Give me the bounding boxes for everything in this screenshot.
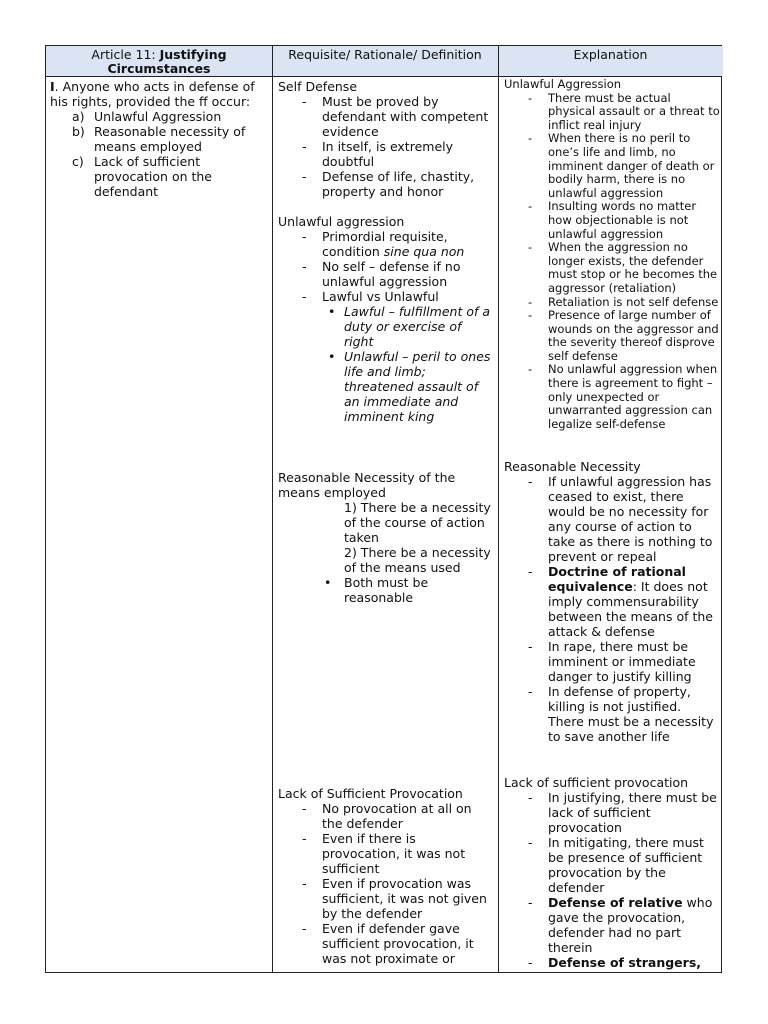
self-defense-section <box>278 79 492 199</box>
list-item <box>548 955 720 970</box>
article-cell <box>50 79 268 199</box>
list-item: - When there is no peril to one’s life and limb, no imminent danger of death or bodily harm, there is no unlawful aggression <box>548 132 720 200</box>
article-number: I <box>50 79 55 94</box>
section-title: Lack of Sufficient Provocation <box>278 786 463 801</box>
section-title: Unlawful Aggression <box>504 77 622 91</box>
list-marker: a) <box>72 109 85 124</box>
column-divider <box>272 46 273 972</box>
article-intro-text: . Anyone who acts in defense of his rights, provided the ff occur: <box>50 79 255 109</box>
explanation-reasonable-necessity <box>504 459 720 744</box>
list-item: - In defense of property, killing is not justified. There must be a necessity to save another life <box>548 684 720 744</box>
necessity-line: 2) There be a necessity of the means used <box>344 545 491 575</box>
list-item: - Insulting words no matter how objectionable is not unlawful aggression <box>548 200 720 241</box>
self-defense-list <box>278 94 492 199</box>
lawful-unlawful-sublist <box>322 304 492 424</box>
list-item <box>72 109 268 124</box>
header-article-bold: Justifying Circumstances <box>107 47 227 76</box>
list-item: - Even if there is provocation, it was not sufficient <box>322 831 492 876</box>
header-explanation: Explanation <box>498 46 723 76</box>
list-item-text: Lawful vs Unlawful <box>322 289 439 304</box>
list-item: - Retaliation is not self defense <box>548 296 720 310</box>
list-item <box>548 895 720 955</box>
lack-provocation-section <box>278 786 492 966</box>
necessity-line: 1) There be a necessity of the course of action taken <box>344 500 491 545</box>
list-item: - No provocation at all on the defender <box>322 801 492 831</box>
requisite-list <box>50 109 268 199</box>
sub-list-item: • Lawful – fulfillment of a duty or exercise of right <box>344 304 492 349</box>
list-item-bold: Defense of strangers, <box>548 955 702 970</box>
list-marker: c) <box>72 154 84 169</box>
list-item <box>548 564 720 639</box>
list-item <box>72 154 268 199</box>
list-item-italic: sine qua non <box>383 244 465 259</box>
necessity-bullet-list <box>278 575 492 605</box>
list-item: - In justifying, there must be lack of sufficient provocation <box>548 790 720 835</box>
list-item <box>72 124 268 154</box>
section-title: Reasonable Necessity of the means employed <box>278 470 456 500</box>
section-title: Reasonable Necessity <box>504 459 641 474</box>
unlawful-aggression-list <box>278 229 492 424</box>
header-requisite: Requisite/ Rationale/ Definition <box>272 46 498 76</box>
section-title: Self Defense <box>278 79 358 94</box>
document-page <box>45 45 722 973</box>
list-item: - Presence of large number of wounds on the aggressor and the severity thereof disprove self defense <box>548 309 720 363</box>
article-intro <box>50 79 268 109</box>
list-item-text: : It does not imply commensurability between the means of the attack & defense <box>548 579 713 639</box>
list-item: - No self – defense if no unlawful aggression <box>322 259 492 289</box>
explanation-list <box>504 474 720 744</box>
list-item-bold: Doctrine of rational equivalence <box>548 564 686 594</box>
list-item-text: who gave the provocation, defender had no part therein <box>548 895 713 955</box>
section-title: Unlawful aggression <box>278 214 405 229</box>
list-item: - Defense of life, chastity, property and honor <box>322 169 492 199</box>
reasonable-necessity-section <box>278 470 492 605</box>
list-item: - If unlawful aggression has ceased to exist, there would be no necessity for any course of action to take as there is nothing to prevent or repeal <box>548 474 720 564</box>
list-item <box>322 289 492 424</box>
explanation-list <box>504 92 720 432</box>
list-item: - When the aggression no longer exists, the defender must stop or he becomes the aggressor (retaliation) <box>548 241 720 295</box>
list-item-bold: Defense of relative <box>548 895 683 910</box>
list-item-text: Unlawful Aggression <box>94 109 222 124</box>
list-item: - In itself, is extremely doubtful <box>322 139 492 169</box>
header-article-prefix: Article 11: <box>91 47 160 62</box>
list-item-text: Lack of sufficient provocation on the defendant <box>94 154 212 199</box>
lack-provocation-list <box>278 801 492 966</box>
list-item: • Both must be reasonable <box>344 575 492 605</box>
list-item: - Even if provocation was sufficient, it was not given by the defender <box>322 876 492 921</box>
list-marker: b) <box>72 124 85 139</box>
sub-list-item: • Unlawful – peril to ones life and limb; threatened assault of an immediate and imminent king <box>344 349 492 424</box>
header-article <box>46 46 272 76</box>
explanation-list <box>504 790 720 970</box>
list-item <box>322 229 492 259</box>
list-item-text: Reasonable necessity of means employed <box>94 124 246 154</box>
list-item: - In mitigating, there must be presence of sufficient provocation by the defender <box>548 835 720 895</box>
list-item: - Even if defender gave sufficient provocation, it was not proximate or <box>322 921 492 966</box>
list-item: - No unlawful aggression when there is agreement to fight – only unexpected or unwarranted aggression can legalize self-defense <box>548 363 720 431</box>
explanation-unlawful-aggression <box>504 78 720 431</box>
list-item: - Must be proved by defendant with competent evidence <box>322 94 492 139</box>
list-item: - In rape, there must be imminent or immediate danger to justify killing <box>548 639 720 684</box>
column-divider <box>498 46 499 972</box>
section-title: Lack of sufficient provocation <box>504 775 689 790</box>
explanation-lack-provocation <box>504 775 720 970</box>
unlawful-aggression-section <box>278 214 492 424</box>
list-item: - There must be actual physical assault or a threat to inflict real injury <box>548 92 720 133</box>
list-item-text: Primordial requisite, condition <box>322 229 448 259</box>
